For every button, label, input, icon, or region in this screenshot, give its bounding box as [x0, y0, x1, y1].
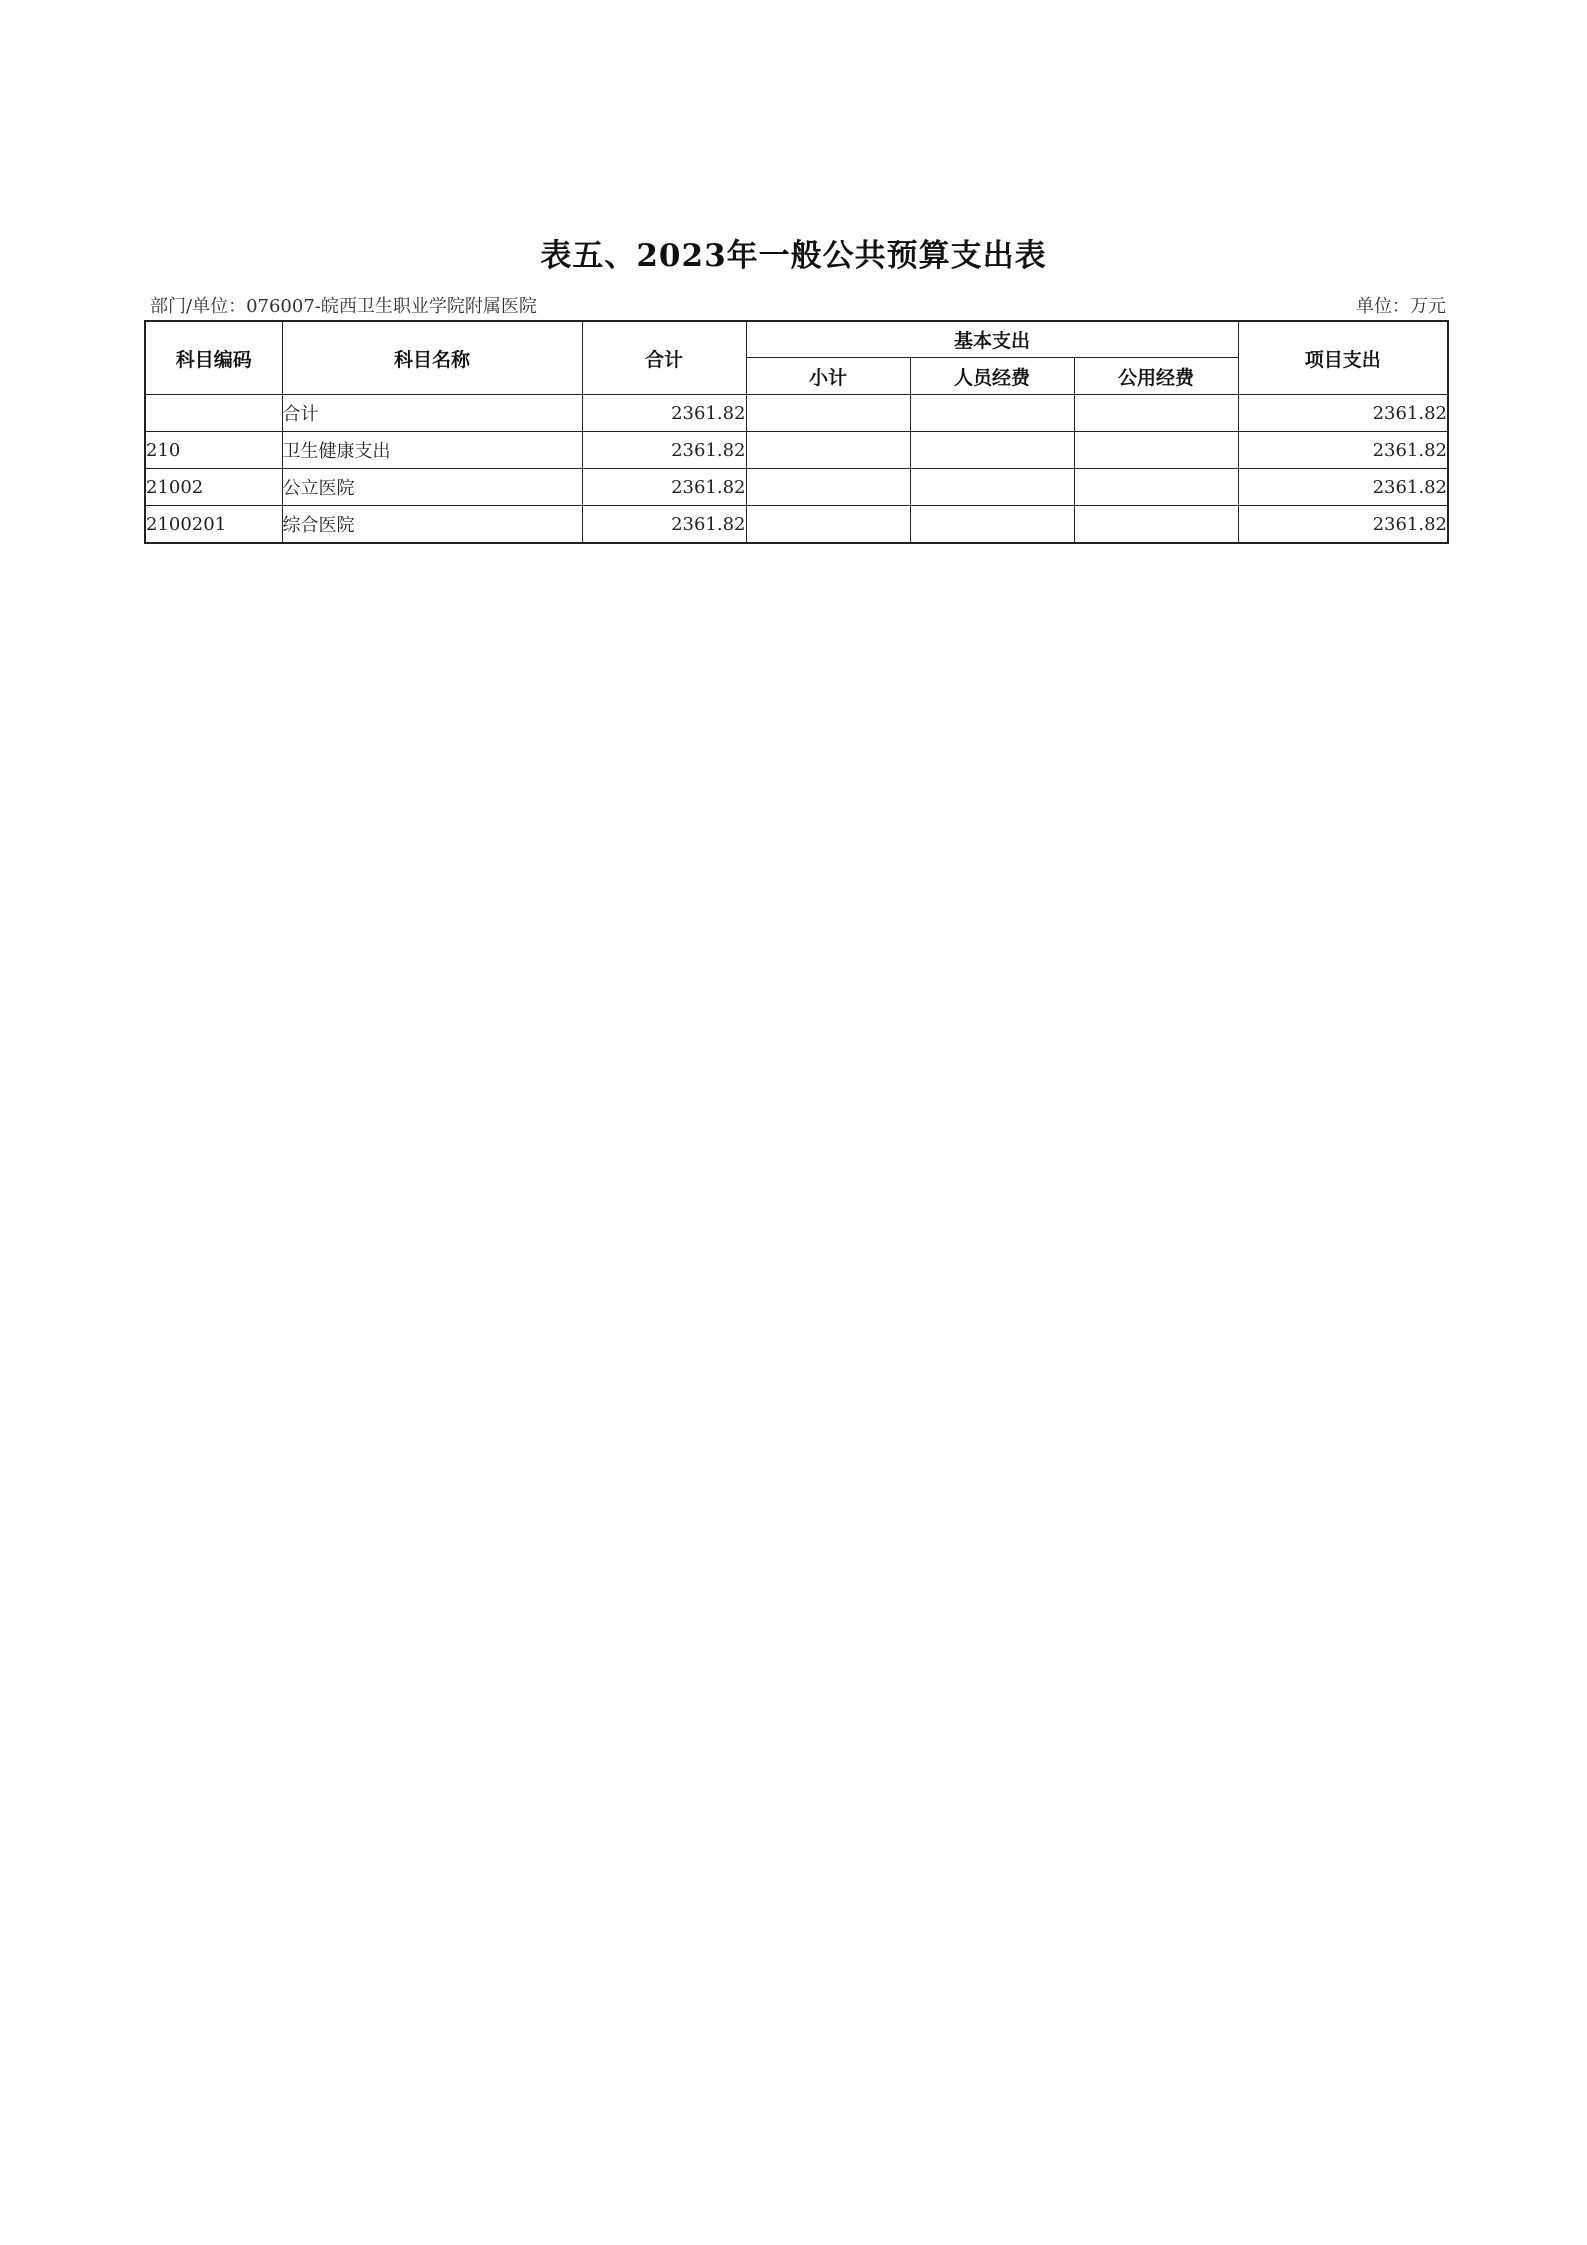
cell-personnel: [910, 469, 1074, 506]
table-row: [145, 432, 1448, 469]
cell-subtotal: [746, 432, 910, 469]
cell-name: 合计: [282, 395, 582, 432]
cell-public-funds: [1074, 506, 1238, 544]
cell-project: 2361.82: [1238, 432, 1448, 469]
cell-total: 2361.82: [582, 432, 746, 469]
header-name: 科目名称: [282, 321, 582, 395]
table-row: [145, 395, 1448, 432]
department-label: 部门/单位：076007-皖西卫生职业学院附属医院: [150, 296, 537, 317]
header-code: 科目编码: [145, 321, 282, 395]
cell-personnel: [910, 506, 1074, 544]
cell-personnel: [910, 395, 1074, 432]
cell-code: 21002: [145, 469, 282, 506]
cell-public-funds: [1074, 469, 1238, 506]
header-row-1: [145, 321, 1448, 358]
cell-name: 公立医院: [282, 469, 582, 506]
cell-subtotal: [746, 469, 910, 506]
header-total: 合计: [582, 321, 746, 395]
cell-subtotal: [746, 506, 910, 544]
table-row: [145, 469, 1448, 506]
cell-code: 2100201: [145, 506, 282, 544]
cell-project: 2361.82: [1238, 506, 1448, 544]
cell-total: 2361.82: [582, 506, 746, 544]
header-public-funds: 公用经费: [1074, 358, 1238, 395]
cell-total: 2361.82: [582, 469, 746, 506]
table-row: [145, 506, 1448, 544]
cell-public-funds: [1074, 395, 1238, 432]
cell-total: 2361.82: [582, 395, 746, 432]
cell-public-funds: [1074, 432, 1238, 469]
cell-code: [145, 395, 282, 432]
unit-label: 单位：万元: [1356, 296, 1446, 317]
cell-project: 2361.82: [1238, 395, 1448, 432]
header-project: 项目支出: [1238, 321, 1448, 395]
cell-code: 210: [145, 432, 282, 469]
cell-personnel: [910, 432, 1074, 469]
header-basic-group: 基本支出: [746, 321, 1238, 358]
cell-name: 综合医院: [282, 506, 582, 544]
cell-project: 2361.82: [1238, 469, 1448, 506]
page-title: 表五、2023年一般公共预算支出表: [540, 238, 1047, 274]
header-personnel: 人员经费: [910, 358, 1074, 395]
cell-name: 卫生健康支出: [282, 432, 582, 469]
budget-expenditure-table: [144, 320, 1449, 544]
cell-subtotal: [746, 395, 910, 432]
header-subtotal: 小计: [746, 358, 910, 395]
